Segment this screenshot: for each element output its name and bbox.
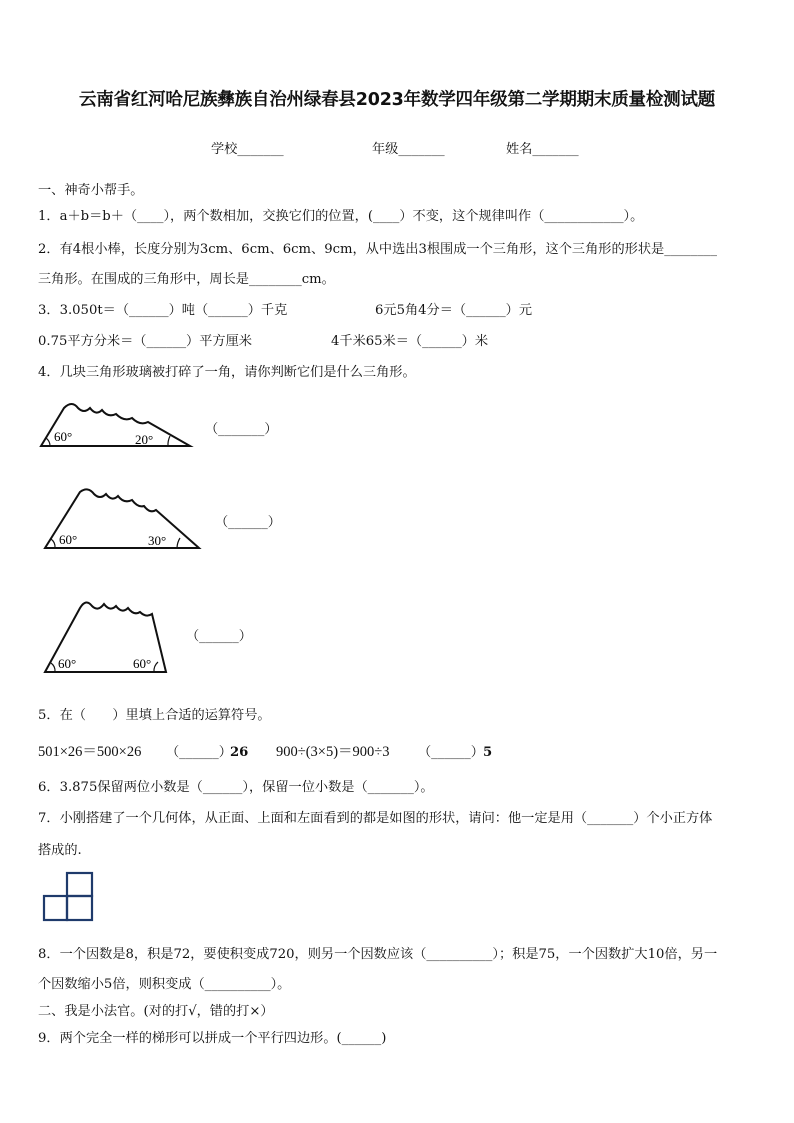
question-4-answer-1: （_______） xyxy=(205,422,278,437)
section-1-heading: 一、神奇小帮手。 xyxy=(38,183,144,198)
section-2-heading: 二、我是小法官。(对的打√，错的打×） xyxy=(38,1004,274,1019)
exam-title: 云南省红河哈尼族彝族自治州绿春县2023年数学四年级第二学期期末质量检测试题 xyxy=(78,90,716,110)
broken-triangle-1-figure xyxy=(38,398,198,450)
question-5-expression-2: 900÷(3×5)＝900÷3 xyxy=(276,744,390,760)
broken-triangle-3-figure xyxy=(42,596,170,676)
angle-label-1b: 20° xyxy=(135,432,154,447)
question-5-value-2: 5 xyxy=(483,745,493,760)
question-6: 6．3.875保留两位小数是（______），保留一位小数是（_______）。 xyxy=(38,780,434,795)
question-5-expression-1: 501×26＝500×26 xyxy=(38,744,142,760)
angle-label-1a: 60° xyxy=(54,429,73,444)
question-7-line-1: 7．小刚搭建了一个几何体，从正面、上面和左面看到的都是如图的形状，请问：他一定是用（_______）个小正方体 xyxy=(38,811,713,826)
question-9: 9．两个完全一样的梯形可以拼成一个平行四边形。(______) xyxy=(38,1031,387,1046)
school-blank: _______ xyxy=(237,142,284,157)
grade-label: 年级 xyxy=(372,142,399,157)
question-5-blank-2: （______） xyxy=(418,745,484,760)
angle-label-3b: 60° xyxy=(133,656,152,671)
question-3-part-b: 6元5角4分＝（______）元 xyxy=(375,303,533,318)
question-5-blank-1: （______） xyxy=(166,745,232,760)
grade-blank: _______ xyxy=(398,142,445,157)
question-3-part-c: 0.75平方分米＝（______）平方厘米 xyxy=(38,334,252,349)
question-1: 1．a＋b＝b＋（____），两个数相加，交换它们的位置，(____）不变，这个规律叫作（____________）。 xyxy=(38,209,644,224)
question-3-part-a: 3．3.050t＝（______）吨（______）千克 xyxy=(38,303,288,318)
question-8-line-2: 个因数缩小5倍，则积变成（__________）。 xyxy=(38,977,291,992)
question-4-answer-3: （______） xyxy=(186,629,252,644)
name-label: 姓名 xyxy=(506,142,533,157)
broken-triangle-2-figure xyxy=(42,488,204,552)
question-7-line-2: 搭成的. xyxy=(38,843,82,858)
question-5: 5．在（ ）里填上合适的运算符号。 xyxy=(38,708,271,723)
name-field xyxy=(506,141,579,159)
name-blank: _______ xyxy=(532,142,579,157)
question-5-value-1: 26 xyxy=(230,745,249,760)
angle-label-2b: 30° xyxy=(148,533,167,548)
question-2-line-2: 三角形。在围成的三角形中，周长是________cm。 xyxy=(38,272,335,287)
school-field xyxy=(211,141,284,159)
angle-label-3a: 60° xyxy=(58,656,77,671)
question-2-line-1: 2．有4根小棒，长度分别为3cm、6cm、6cm、9cm，从中选出3根围成一个三角形，这个三角形的形状是________ xyxy=(38,242,717,257)
question-3-part-d: 4千米65米＝（______）米 xyxy=(331,334,489,349)
question-4-answer-2: （______） xyxy=(215,515,281,530)
grade-field xyxy=(372,141,445,159)
question-8-line-1: 8．一个因数是8，积是72，要使积变成720，则另一个因数应该（__________）；积是75，一个因数扩大10倍，另一 xyxy=(38,947,718,962)
cube-view-figure xyxy=(42,871,96,923)
angle-label-2a: 60° xyxy=(59,532,78,547)
question-4: 4．几块三角形玻璃被打碎了一角，请你判断它们是什么三角形。 xyxy=(38,365,416,380)
school-label: 学校 xyxy=(211,142,238,157)
